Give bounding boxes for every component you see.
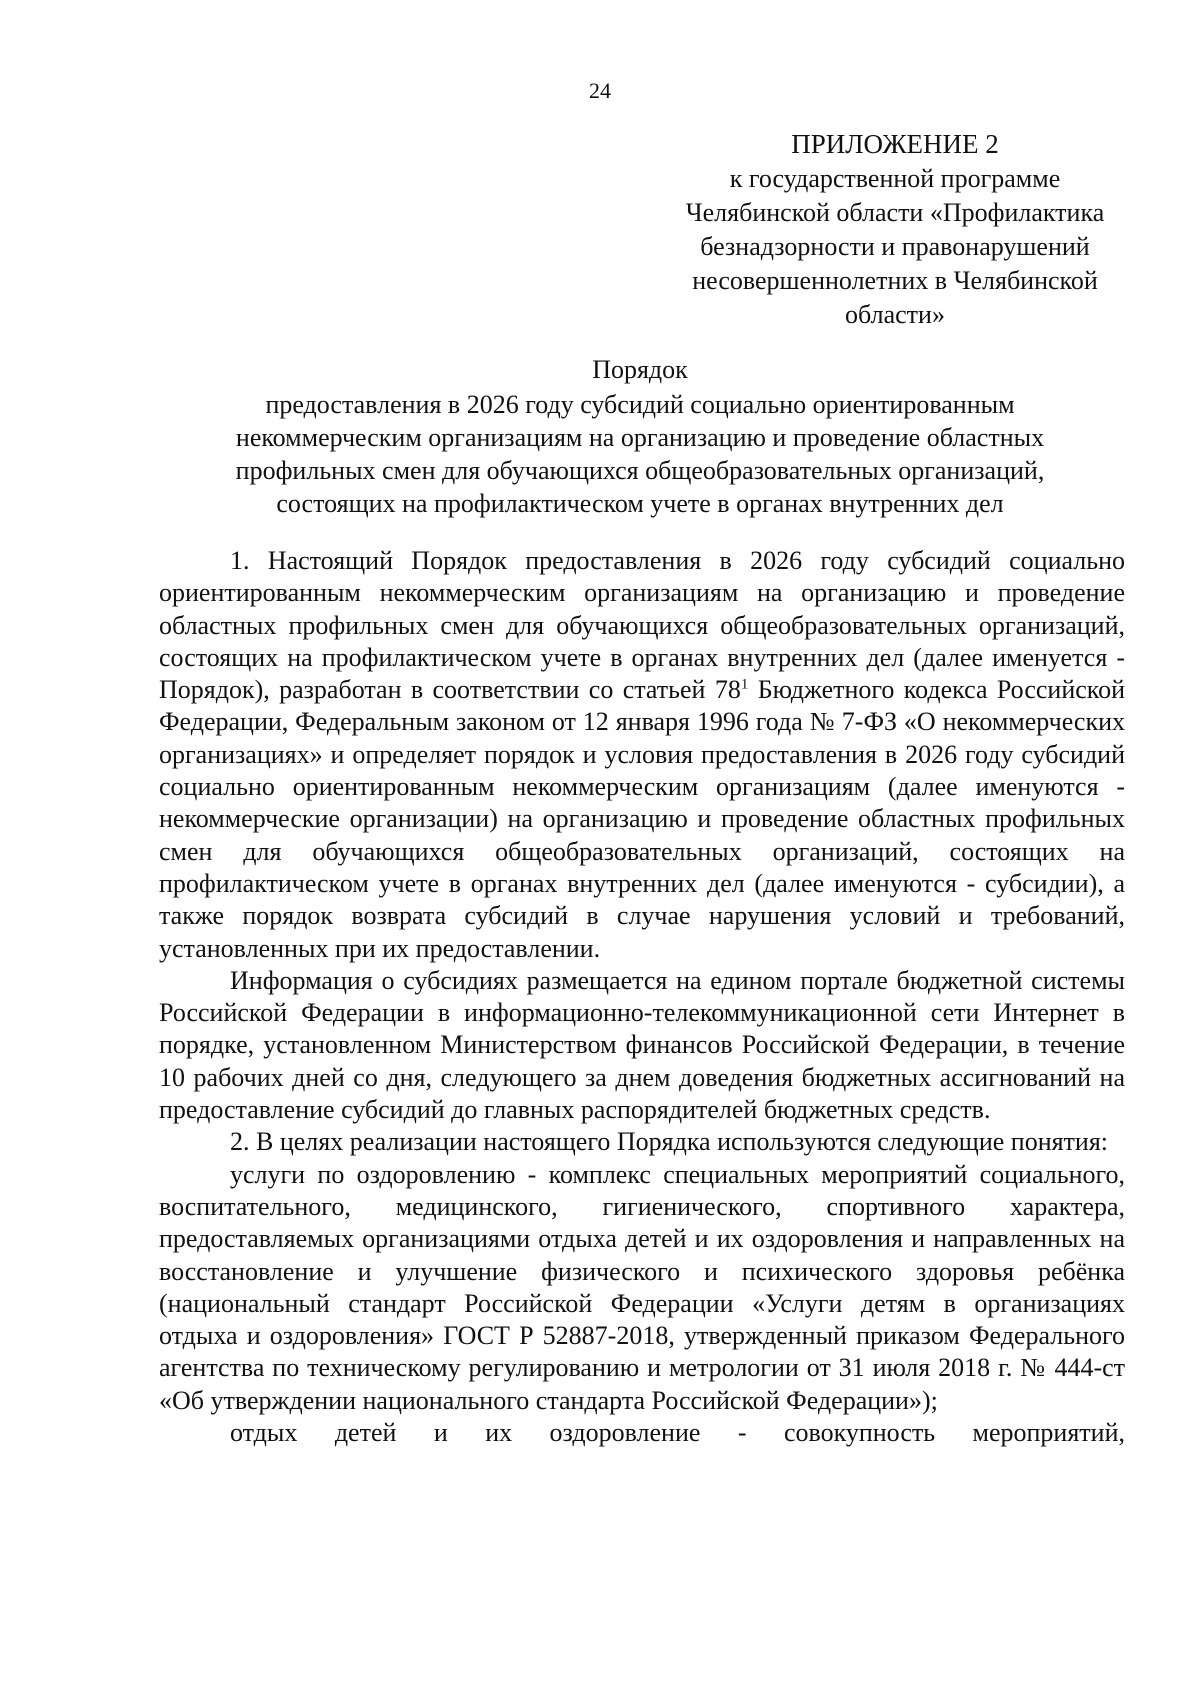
paragraph-1-text-b: Бюджетного кодекса Российской Федерации, Федеральным законом от 12 января 1996 года № 7-ФЗ «О некоммерческих организациях» и определяет порядок и условия предоставления в 2026 году субсидий социально ориентированным некоммерческим организациям (далее именуются - некоммерческие организации) на организацию и проведение областных профильных смен для обучающихся общеобразовательных организаций, состоящих на профилактическом учете в органах внутренних дел (далее именуются - субсидии), а также порядок возврата субсидий в случае нарушения условий и требований, установленных при их предоставлении. [159,675,1125,963]
page-number: 24 [589,78,611,103]
document-body [159,545,1125,1449]
paragraph-1-text-a: 1. Настоящий Порядок предоставления в 2026 году субсидий социально ориентированным некоммерческим организациям на организацию и проведение областных профильных смен для обучающихся общеобразовательных организаций, состоящих на профилактическом учете в органах внутренних дел (далее именуется - Порядок), разработан в соответствии со статьей 78 [159,546,1125,705]
document-title-main: Порядок [592,355,688,384]
paragraph-2: Информация о субсидиях размещается на едином портале бюджетной системы Российской Федерации в информационно-телекоммуникационной сети Интернет в порядке, установленном Министерством финансов Российской Федерации, в течение 10 рабочих дней со дня, следующего за днем доведения бюджетных ассигнований на предоставление субсидий до главных распорядителей бюджетных средств. [159,965,1125,1125]
document-title-line: профильных смен для обучающихся общеобразовательных организаций, [235,456,1045,485]
paragraph-3: 2. В целях реализации настоящего Порядка используются следующие понятия: [230,1127,1109,1157]
footnote-superscript: 1 [740,676,749,693]
appendix-line: к государственной программе [729,164,1061,193]
paragraph-5: отдых детей и их оздоровление - совокупность мероприятий, [230,1418,1125,1448]
paragraph-4: услуги по оздоровлению - комплекс специальных мероприятий социального, воспитательного, медицинского, гигиенического, спортивного характера, предоставляемых организациями отдыха детей и их оздоровления и направленных на восстановление и улучшение физического и психического здоровья ребёнка (национальный стандарт Российской Федерации «Услуги детям в организациях отдыха и оздоровления» ГОСТ Р 52887-2018, утвержденный приказом Федерального агентства по техническому регулированию и метрологии от 31 июля 2018 г. № 444-ст «Об утверждении национального стандарта Российской Федерации»); [159,1159,1125,1415]
document-title-line: состоящих на профилактическом учете в органах внутренних дел [276,489,1004,518]
appendix-line: области» [845,300,945,329]
document-title [160,352,1120,520]
appendix-line: несовершеннолетних в Челябинской [692,266,1098,295]
appendix-line: безнадзорности и правонарушений [700,232,1090,261]
paragraph-1 [159,545,1125,965]
appendix-header [640,126,1150,332]
document-title-line: некоммерческим организациям на организацию и проведение областных [235,423,1045,452]
appendix-title: ПРИЛОЖЕНИЕ 2 [791,129,999,159]
document-title-line: предоставления в 2026 году субсидий социально ориентированным [265,390,1015,419]
appendix-line: Челябинской области «Профилактика [685,198,1105,227]
